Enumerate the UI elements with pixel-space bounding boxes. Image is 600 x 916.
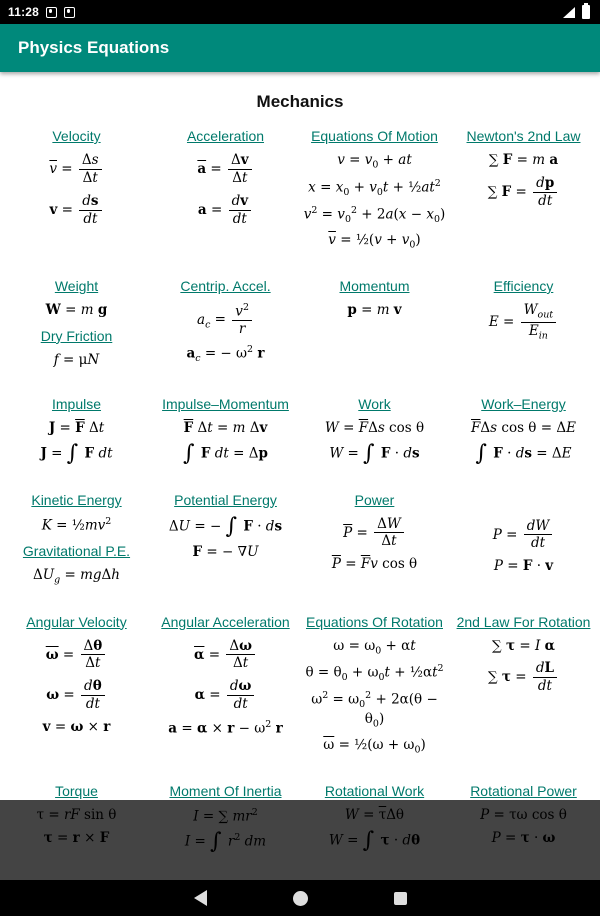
equation: f = μN <box>53 351 100 368</box>
equation-group <box>325 783 424 855</box>
equation-cell <box>300 492 449 577</box>
equation: $W = \overline{F}\Delta s$ cos θ <box>324 419 425 436</box>
equation: $v = v_0$ + at <box>337 152 412 171</box>
equation-group-title[interactable]: Centrip. Accel. <box>180 278 271 294</box>
equation: $\overline{F}$ Δt = m Δv <box>183 419 268 436</box>
equation: $W = \overline{\tau}\Delta\theta$ <box>344 807 405 823</box>
equation: ∫ F · ds = ΔE <box>475 440 572 466</box>
equation-group <box>46 278 108 322</box>
equation-cell <box>2 128 151 230</box>
equation: $\overline{P}$ = $\frac{\Delta W}{\Delta t}$ <box>343 516 406 551</box>
equation: $\overline{v}$ = ½(v + $v_0$) <box>328 231 421 251</box>
equation: τ = rF sin θ <box>36 807 117 823</box>
equation: F = − ∇U <box>192 543 259 560</box>
equation-group <box>180 278 270 368</box>
equation-group <box>161 614 289 741</box>
equation-group <box>471 396 576 468</box>
equation-group <box>325 396 424 468</box>
equation: $\overline{\omega}$ = $\frac{\Delta\theta}{\Delta t}$ <box>46 638 108 673</box>
equation-group <box>23 543 130 590</box>
equation-group <box>162 396 289 468</box>
equation-cell <box>151 278 300 368</box>
equation: p = m v <box>347 302 402 318</box>
nav-bar <box>0 880 600 916</box>
equation-row <box>2 492 598 590</box>
equation-cell <box>2 783 151 850</box>
equation: P = τ · ω <box>491 829 556 846</box>
equation: W = ∫ F · ds <box>329 440 420 466</box>
equation-group-title[interactable]: Power <box>354 491 395 508</box>
equation: ω = $\frac{d\theta}{dt}$ <box>46 678 106 713</box>
equation-row <box>2 278 598 372</box>
equation-group-title[interactable]: Newton's 2nd Law <box>466 128 581 144</box>
equation-group <box>332 492 417 577</box>
equation-group-title[interactable]: Kinetic Energy <box>31 491 122 508</box>
equation-cell <box>151 128 300 230</box>
equation-cell <box>151 396 300 468</box>
equation: E = $W_{out}$ $E_{in}$ <box>489 302 558 343</box>
equation-row <box>2 128 598 254</box>
equation-group <box>467 128 581 213</box>
equation-cell <box>151 614 300 741</box>
equation-group-title[interactable]: Potential Energy <box>174 491 277 508</box>
equation-group-title[interactable]: Equations Of Rotation <box>306 613 443 630</box>
equation-group <box>339 278 409 322</box>
equation: $v^2 = v_0^2 + 2a(x - x_0)$ <box>303 204 446 225</box>
equation: $\overline{\omega}$ = ½(ω + $\omega_0$) <box>323 736 426 756</box>
equation-group-title[interactable]: Work–Energy <box>481 395 566 412</box>
app-bar <box>0 24 600 72</box>
wifi-icon <box>563 7 575 18</box>
section-title: Mechanics <box>256 92 344 111</box>
equations-grid <box>2 128 598 856</box>
equation-group <box>493 515 555 579</box>
equation-group-title[interactable]: Gravitational P.E. <box>22 543 131 559</box>
equation: $x = x_0 + v_0t$ + $\frac{1}{2}at^2$ <box>308 177 441 198</box>
notification-icon <box>46 7 57 18</box>
equation-group-title[interactable]: 2nd Law For Rotation <box>456 613 591 630</box>
equation: v = ω × r <box>42 718 111 735</box>
notification-icon <box>64 7 75 18</box>
equation: $J = \overline{F}$ Δt <box>48 419 105 436</box>
equation-cell <box>300 614 449 760</box>
equation-group-title[interactable]: Dry Friction <box>40 327 113 344</box>
equation: ∑ τ = I α <box>492 637 555 654</box>
equation-cell <box>151 492 300 564</box>
equation-group-title[interactable]: Impulse <box>51 395 102 412</box>
equation-cell <box>2 614 151 739</box>
equation-group-title[interactable]: Rotational Work <box>324 783 425 799</box>
equation-cell <box>2 278 151 372</box>
equation-group-title[interactable]: Momentum <box>339 278 410 294</box>
equation-row <box>2 614 598 760</box>
equation-cell <box>449 278 598 346</box>
equation: ∫ F dt = Δp <box>183 440 268 466</box>
equation-cell <box>2 396 151 468</box>
equation-group-title[interactable]: Angular Acceleration <box>161 613 290 630</box>
equation: α = $\frac{d\omega}{dt}$ <box>195 678 257 713</box>
equation-cell <box>151 783 300 856</box>
equation-group <box>31 492 121 537</box>
equation-group <box>41 328 113 372</box>
equation-group <box>169 492 282 564</box>
equation-group <box>304 128 446 254</box>
home-button-icon[interactable] <box>293 891 308 906</box>
equation: $\overline{P} = \overline{F}v$ cos θ <box>331 556 418 573</box>
equation-group <box>470 783 577 850</box>
equation-group-title[interactable]: Work <box>358 395 391 412</box>
equation-row <box>2 783 598 856</box>
equation-group-title[interactable]: Efficiency <box>493 278 554 294</box>
equation: P = τω cos θ <box>480 807 567 823</box>
equation: $K = \frac{1}{2}mv^2$ <box>41 515 112 534</box>
equation-group <box>457 614 591 699</box>
equation: $\omega = \omega_0 + \alpha t$ <box>333 637 416 657</box>
equation-group-title[interactable]: Angular Velocity <box>26 613 127 630</box>
equation: ΔU = − ∫ F · ds <box>168 513 283 539</box>
equation: W = m g <box>45 302 108 318</box>
status-time: 11:28 <box>8 5 40 19</box>
equation-group <box>489 278 558 346</box>
equation-cell <box>449 614 598 699</box>
equation-group <box>187 128 264 230</box>
equation: P = $\frac{dW}{dt}$ <box>493 518 555 553</box>
equation-cell <box>300 128 449 254</box>
status-bar <box>0 0 600 24</box>
equation: $\overline{F}\Delta s$ cos θ = ΔE <box>471 419 576 436</box>
equation-group-title[interactable]: Velocity <box>52 128 101 144</box>
back-button-icon[interactable] <box>194 890 207 906</box>
equation-cell <box>300 783 449 855</box>
equation-cell <box>449 492 598 579</box>
equation-group-title[interactable]: Torque <box>55 783 98 799</box>
equation-group-title[interactable]: Weight <box>54 278 99 294</box>
equation: $\omega^2 = \omega_0^2 + 2\alpha(\theta - \theta_0)$ <box>311 690 438 730</box>
battery-icon <box>582 5 590 19</box>
equation: I = ∑ $mr^2$ <box>193 807 258 825</box>
content-scroll-area[interactable] <box>0 72 600 880</box>
equation-cell <box>300 396 449 468</box>
equation-group-title[interactable]: Rotational Power <box>470 783 577 799</box>
equation-cell <box>2 492 151 590</box>
equation: $a = \alpha \times r - \omega^2$ r <box>168 718 283 737</box>
equation-group-title[interactable]: Impulse–Momentum <box>162 395 289 412</box>
equation: $\overline{a}$ = $\frac{\Delta v}{\Delta t}$ <box>197 152 253 187</box>
equation: ∑ F = $\frac{dp}{dt}$ <box>488 175 560 210</box>
equation-group <box>37 783 117 850</box>
equation: J = ∫ F dt <box>40 440 113 466</box>
equation: ∑ F = m a <box>488 152 559 168</box>
equation: W = ∫ τ · dθ <box>328 827 421 853</box>
equation-group <box>40 396 112 468</box>
equation-group-title[interactable]: Equations Of Motion <box>311 128 438 144</box>
equation-group <box>302 614 447 760</box>
equation: $\Delta U_g = mg\Delta h$ <box>32 567 120 586</box>
equation: $\theta = \theta_0 + \omega_0t$ + $\frac{1}{2}\alpha t^2$ <box>305 663 444 684</box>
app-title: Physics Equations <box>18 38 170 57</box>
equation-group <box>49 128 103 230</box>
equation-group-title[interactable]: Moment Of Inertia <box>169 783 282 799</box>
equation: $a_c$ = $\frac{v^2}{r}$ <box>197 302 254 338</box>
equation-group <box>169 783 281 856</box>
equation: v = $\frac{ds}{dt}$ <box>49 193 103 228</box>
equation-row <box>2 396 598 468</box>
equation: a = $\frac{dv}{dt}$ <box>198 193 253 228</box>
equation: $\overline{v}$ = $\frac{\Delta s}{\Delta t}$ <box>49 152 103 187</box>
equation: I = ∫ $r^2$ dm <box>184 829 267 855</box>
equation-group <box>26 614 126 739</box>
equation-group-title[interactable]: Acceleration <box>186 128 265 144</box>
equation: $a_c$ = − $\omega^2$ r <box>186 344 265 365</box>
equation: ∑ τ = $\frac{dL}{dt}$ <box>488 660 559 695</box>
equation-cell <box>300 278 449 322</box>
equation: τ = r × F <box>43 829 110 846</box>
equation-cell <box>449 128 598 213</box>
equation-cell <box>449 396 598 468</box>
equation-cell <box>449 783 598 850</box>
equation: P = F · v <box>493 558 554 575</box>
recents-button-icon[interactable] <box>394 892 407 905</box>
equation: $\overline{\alpha}$ = $\frac{\Delta\omega}{\Delta t}$ <box>194 638 257 673</box>
